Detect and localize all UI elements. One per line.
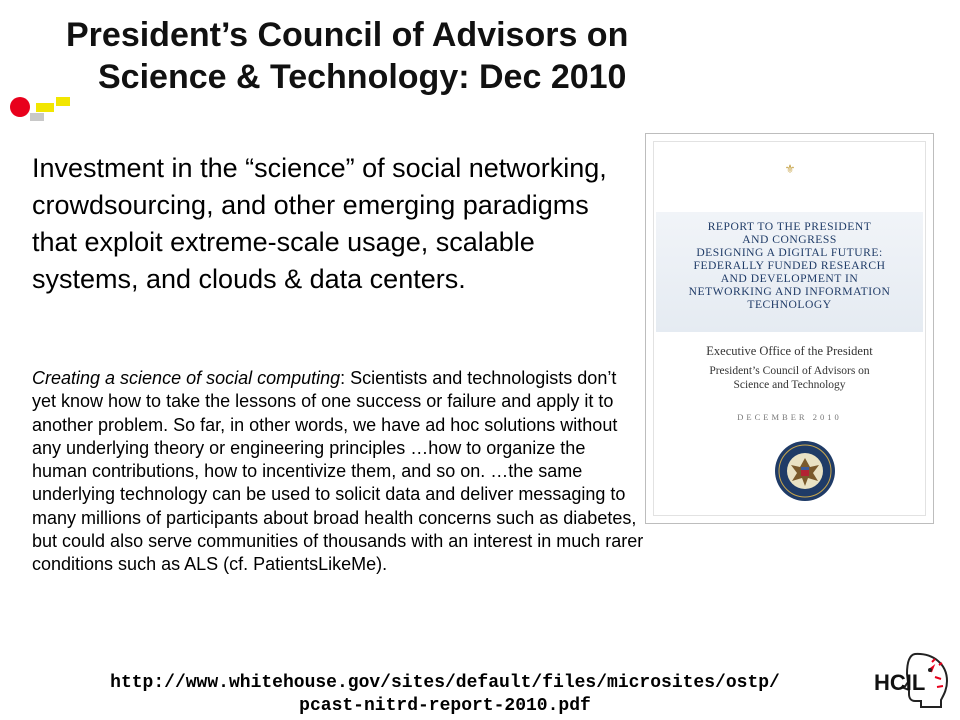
yellow-bar-decoration-2 — [56, 97, 70, 106]
title-line-2: Science & Technology: Dec 2010 — [98, 58, 627, 96]
cover-date: DECEMBER 2010 — [737, 412, 842, 422]
cover-title-line: NETWORKING AND INFORMATION — [688, 285, 891, 298]
cover-title-line: DESIGNING A DIGITAL FUTURE: — [696, 246, 883, 259]
source-url[interactable] — [40, 672, 850, 718]
hcil-logo-text: HCIL — [874, 670, 926, 695]
title-line-1: President’s Council of Advisors on — [66, 16, 629, 54]
source-url-line-2[interactable]: pcast-nitrd-report-2010.pdf — [299, 696, 591, 716]
report-cover-image — [645, 133, 934, 524]
gray-bar-decoration — [30, 113, 44, 121]
cover-office-line-2: President’s Council of Advisors on — [709, 365, 870, 377]
cover-title-line: REPORT TO THE PRESIDENT — [707, 220, 872, 233]
cover-title-line: FEDERALLY FUNDED RESEARCH — [693, 259, 886, 272]
source-url-line-1[interactable]: http://www.whitehouse.gov/sites/default/files/microsites/ostp/ — [110, 673, 780, 693]
yellow-bar-decoration — [36, 103, 54, 112]
hcil-logo — [871, 650, 955, 710]
slide-title — [60, 14, 700, 98]
cover-office-line-3: Science and Technology — [733, 379, 846, 391]
main-statement: Investment in the “science” of social networking, crowdsourcing, and other emerging paradigms that exploit extreme-scale usage, scalable systems, and clouds & data centers. — [32, 153, 607, 294]
report-cover — [653, 141, 926, 516]
cover-title — [654, 220, 925, 311]
crown-emblem-icon: ⚜ — [784, 162, 796, 176]
quote-paragraph — [32, 367, 644, 577]
cover-title-line: AND CONGRESS — [742, 233, 837, 246]
quote-body: : Scientists and technologists don’t yet know how to take the lessons of one success or failure and apply it to another problem. So far, in other words, we have ad hoc solutions without any underlying theory or engineering principles …how to organize the human contributions, how to incentivize them, and so on. …the same underlying technology can be used to solicit data and deliver messaging to many millions of participants about broad health concerns such as diabetes, but could also serve communities of thousands with an interest in much rarer conditions such as ALS (cf. PatientsLikeMe). — [32, 368, 644, 575]
presidential-seal-icon — [774, 440, 836, 502]
cover-title-line: TECHNOLOGY — [747, 298, 832, 311]
cover-title-line: AND DEVELOPMENT IN — [720, 272, 859, 285]
quote-lead: Creating a science of social computing — [32, 368, 341, 388]
cover-office — [654, 344, 925, 392]
red-dot-decoration — [10, 97, 30, 117]
cover-office-line-1: Executive Office of the President — [706, 344, 873, 358]
